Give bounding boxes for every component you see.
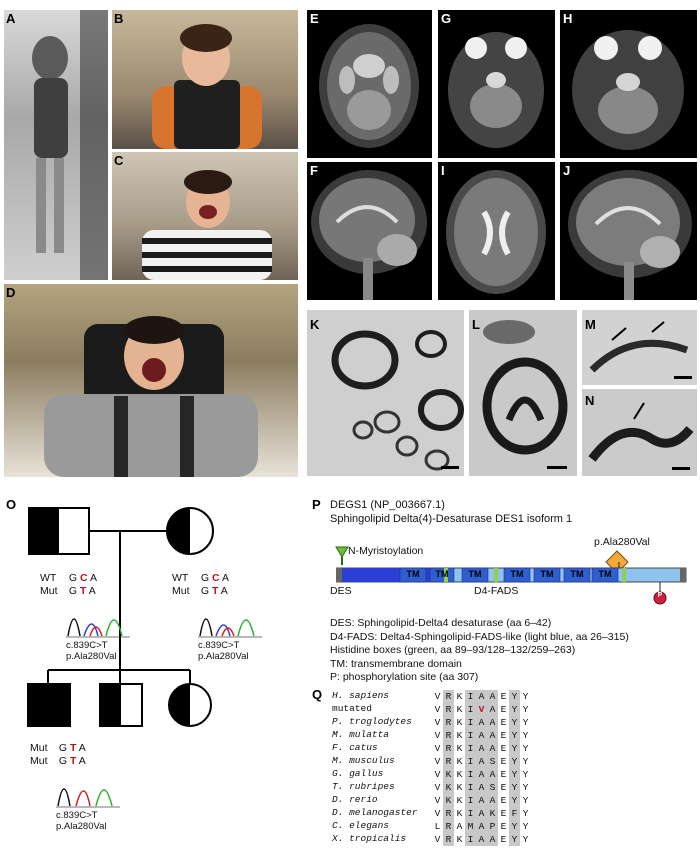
residue: Y [522, 795, 529, 806]
residue: I [465, 833, 476, 846]
residue: S [487, 781, 498, 794]
residue: Y [509, 820, 520, 833]
species-name: D. melanogaster [332, 807, 418, 818]
residue: I [465, 755, 476, 768]
residue: P [487, 820, 498, 833]
residue: K [456, 717, 463, 728]
residue: Y [509, 781, 520, 794]
residue: L [434, 821, 441, 832]
alignment-row [332, 768, 572, 781]
alignment-row [332, 742, 572, 755]
residue: A [476, 716, 487, 729]
domain-des-label: DES [330, 585, 352, 597]
residue: K [456, 743, 463, 754]
residue: A [476, 729, 487, 742]
residue: A [487, 690, 498, 703]
species-name: M. mulatta [332, 729, 390, 740]
residue: K [443, 768, 454, 781]
panel-label-h: H [563, 11, 573, 26]
residue: E [500, 782, 507, 793]
alignment-row [332, 729, 572, 742]
mutation-label: p.Ala280Val [594, 536, 650, 548]
mri-panel-i [438, 162, 555, 300]
patient-portrait-d [4, 284, 298, 477]
panel-label-i: I [441, 163, 445, 178]
boy-portrait-c [112, 152, 298, 280]
residue: I [465, 742, 476, 755]
residue: E [500, 730, 507, 741]
myristoylation-label: N-Myristoylation [348, 545, 424, 557]
alignment-row [332, 807, 572, 820]
photo-panel-a [4, 10, 108, 280]
photo-panel-b [112, 10, 298, 149]
residue: V [434, 743, 441, 754]
residue: Y [522, 769, 529, 780]
residue: V [476, 703, 487, 716]
residue: Y [509, 742, 520, 755]
residue: E [500, 704, 507, 715]
alignment-row [332, 703, 572, 716]
residue: K [443, 794, 454, 807]
father-chromatogram [66, 600, 130, 638]
alignment-row [332, 716, 572, 729]
residue: I [465, 703, 476, 716]
residue: K [456, 782, 463, 793]
residue: A [487, 794, 498, 807]
tm-label-5: TM [540, 569, 554, 579]
residue: V [434, 756, 441, 767]
species-name: X. tropicalis [332, 833, 407, 844]
residue: K [456, 808, 463, 819]
alignment-row [332, 820, 572, 833]
residue: I [465, 768, 476, 781]
tm-label-7: TM [598, 569, 612, 579]
residue: E [500, 795, 507, 806]
species-name: G. gallus [332, 768, 384, 779]
protein-legend: DES: Sphingolipid-Delta4 desaturase (aa 6–42) D4-FADS: Delta4-Sphingolipid-FADS-like (light blue, aa 26–315) Histidine boxes (green, aa 89–93/128–132/259–263) TM: transmembrane domain P: phosphorylation site (aa 307) [330, 617, 629, 683]
residue: E [500, 821, 507, 832]
residue: E [500, 834, 507, 845]
species-name: C. elegans [332, 820, 390, 831]
proband-symbol [28, 684, 70, 726]
residue: Y [522, 743, 529, 754]
residue: K [456, 691, 463, 702]
residue: A [476, 755, 487, 768]
panel-label-o: O [6, 497, 17, 512]
residue: Y [509, 833, 520, 846]
panel-label-g: G [441, 11, 452, 26]
residue: Y [522, 717, 529, 728]
residue: Y [522, 834, 529, 845]
residue: K [487, 807, 498, 820]
em-nerve-n [582, 389, 697, 476]
child-silhouette-a [4, 10, 108, 280]
residue: Y [522, 756, 529, 767]
domain-d4-label: D4-FADS [474, 585, 519, 597]
residue: A [476, 742, 487, 755]
proband-chromatogram [56, 770, 120, 808]
residue: Y [509, 794, 520, 807]
mother-genotype: WT G C A Mut G T A [172, 572, 229, 597]
photo-panel-d [4, 284, 298, 477]
panel-label-q: Q [312, 687, 323, 702]
species-name: mutated [332, 703, 372, 714]
species-name: M. musculus [332, 755, 395, 766]
residue: E [500, 743, 507, 754]
species-name: F. catus [332, 742, 378, 753]
residue: F [509, 807, 520, 820]
residue: Y [522, 691, 529, 702]
residue: Y [509, 755, 520, 768]
panel-label-n: N [585, 393, 595, 408]
residue: Y [509, 768, 520, 781]
residue: Y [509, 703, 520, 716]
tm-label-6: TM [570, 569, 584, 579]
mri-axial-h [560, 10, 697, 158]
em-panel-k [307, 310, 464, 476]
residue: A [476, 781, 487, 794]
mri-sagittal-j [560, 162, 697, 300]
em-panel-n [582, 389, 697, 476]
residue: Y [509, 690, 520, 703]
residue: A [476, 833, 487, 846]
residue: R [443, 716, 454, 729]
alignment-row [332, 833, 572, 846]
panel-label-p: P [312, 497, 321, 512]
panel-label-j: J [563, 163, 571, 178]
residue: I [465, 690, 476, 703]
proband-genotype: Mut G T A Mut G T A [30, 742, 86, 767]
phospho-label: P [657, 592, 663, 599]
residue: A [476, 820, 487, 833]
residue: R [443, 742, 454, 755]
panel-label-k: K [310, 317, 320, 332]
pedigree-diagram [20, 500, 323, 710]
residue: A [456, 821, 463, 832]
tm-label-4: TM [510, 569, 524, 579]
residue: A [487, 768, 498, 781]
residue: A [476, 807, 487, 820]
residue: E [500, 808, 507, 819]
species-name: H. sapiens [332, 690, 390, 701]
mri-panel-h [560, 10, 697, 158]
mri-axial-i [438, 162, 555, 300]
residue: I [465, 729, 476, 742]
residue: K [456, 795, 463, 806]
residue: K [456, 834, 463, 845]
boy-portrait-b [112, 10, 298, 149]
tm-label-3: TM [468, 569, 482, 579]
em-nerve-k [307, 310, 464, 476]
residue: E [500, 756, 507, 767]
panel-label-l: L [472, 317, 480, 332]
residue: K [443, 781, 454, 794]
species-name: P. troglodytes [332, 716, 412, 727]
pedigree-children [20, 682, 323, 742]
panel-label-c: C [114, 153, 124, 168]
residue: I [465, 807, 476, 820]
panel-label-b: B [114, 11, 124, 26]
residue: R [443, 755, 454, 768]
tm-label-1: TM [406, 569, 420, 579]
residue: V [434, 730, 441, 741]
alignment-row [332, 690, 572, 703]
residue: Y [522, 782, 529, 793]
residue: A [487, 703, 498, 716]
residue: R [443, 703, 454, 716]
residue: R [443, 690, 454, 703]
residue: S [487, 755, 498, 768]
residue: Y [509, 716, 520, 729]
panel-label-d: D [6, 285, 16, 300]
tm-label-2: TM [435, 569, 449, 579]
residue: V [434, 717, 441, 728]
residue: A [476, 768, 487, 781]
panel-label-f: F [310, 163, 318, 178]
residue: Y [522, 730, 529, 741]
alignment-row [332, 781, 572, 794]
residue: R [443, 807, 454, 820]
residue: R [443, 833, 454, 846]
species-name: T. rubripes [332, 781, 395, 792]
panel-label-a: A [6, 11, 16, 26]
residue: K [456, 769, 463, 780]
residue: R [443, 820, 454, 833]
residue: A [487, 729, 498, 742]
proband-variant: c.839C>T p.Ala280Val [56, 810, 107, 832]
residue: V [434, 704, 441, 715]
residue: E [500, 717, 507, 728]
residue: I [465, 781, 476, 794]
residue: K [456, 756, 463, 767]
residue: A [476, 690, 487, 703]
residue: A [487, 742, 498, 755]
mri-axial-e [307, 10, 432, 158]
mri-axial-g [438, 10, 555, 158]
residue: I [465, 794, 476, 807]
protein-title: DEGS1 (NP_003667.1) Sphingolipid Delta(4)-Desaturase DES1 isoform 1 [330, 499, 573, 525]
residue: K [456, 730, 463, 741]
residue: A [487, 716, 498, 729]
father-variant: c.839C>T p.Ala280Val [66, 640, 117, 662]
em-nerve-l [469, 310, 577, 476]
mri-panel-j [560, 162, 697, 300]
mri-sagittal-f [307, 162, 432, 300]
residue: M [465, 820, 476, 833]
species-name: D. rerio [332, 794, 378, 805]
residue: A [487, 833, 498, 846]
residue: I [465, 716, 476, 729]
residue: E [500, 691, 507, 702]
mri-panel-e [307, 10, 432, 158]
sequence-alignment [332, 690, 572, 850]
em-panel-l [469, 310, 577, 476]
panel-label-e: E [310, 11, 319, 26]
alignment-row [332, 755, 572, 768]
residue: V [434, 782, 441, 793]
alignment-row [332, 794, 572, 807]
panel-label-m: M [585, 317, 596, 332]
residue: K [456, 704, 463, 715]
residue: Y [509, 729, 520, 742]
residue: V [434, 795, 441, 806]
mother-chromatogram [198, 600, 262, 638]
residue: Y [522, 808, 529, 819]
residue: Y [522, 821, 529, 832]
mri-panel-g [438, 10, 555, 158]
residue: V [434, 691, 441, 702]
mri-panel-f [307, 162, 432, 300]
em-nerve-m [582, 310, 697, 385]
mother-variant: c.839C>T p.Ala280Val [198, 640, 249, 662]
residue: R [443, 729, 454, 742]
residue: V [434, 769, 441, 780]
em-panel-m [582, 310, 697, 385]
residue: V [434, 834, 441, 845]
residue: E [500, 769, 507, 780]
photo-panel-c [112, 152, 298, 280]
father-genotype: WT G C A Mut G T A [40, 572, 97, 597]
residue: A [476, 794, 487, 807]
residue: Y [522, 704, 529, 715]
residue: V [434, 808, 441, 819]
